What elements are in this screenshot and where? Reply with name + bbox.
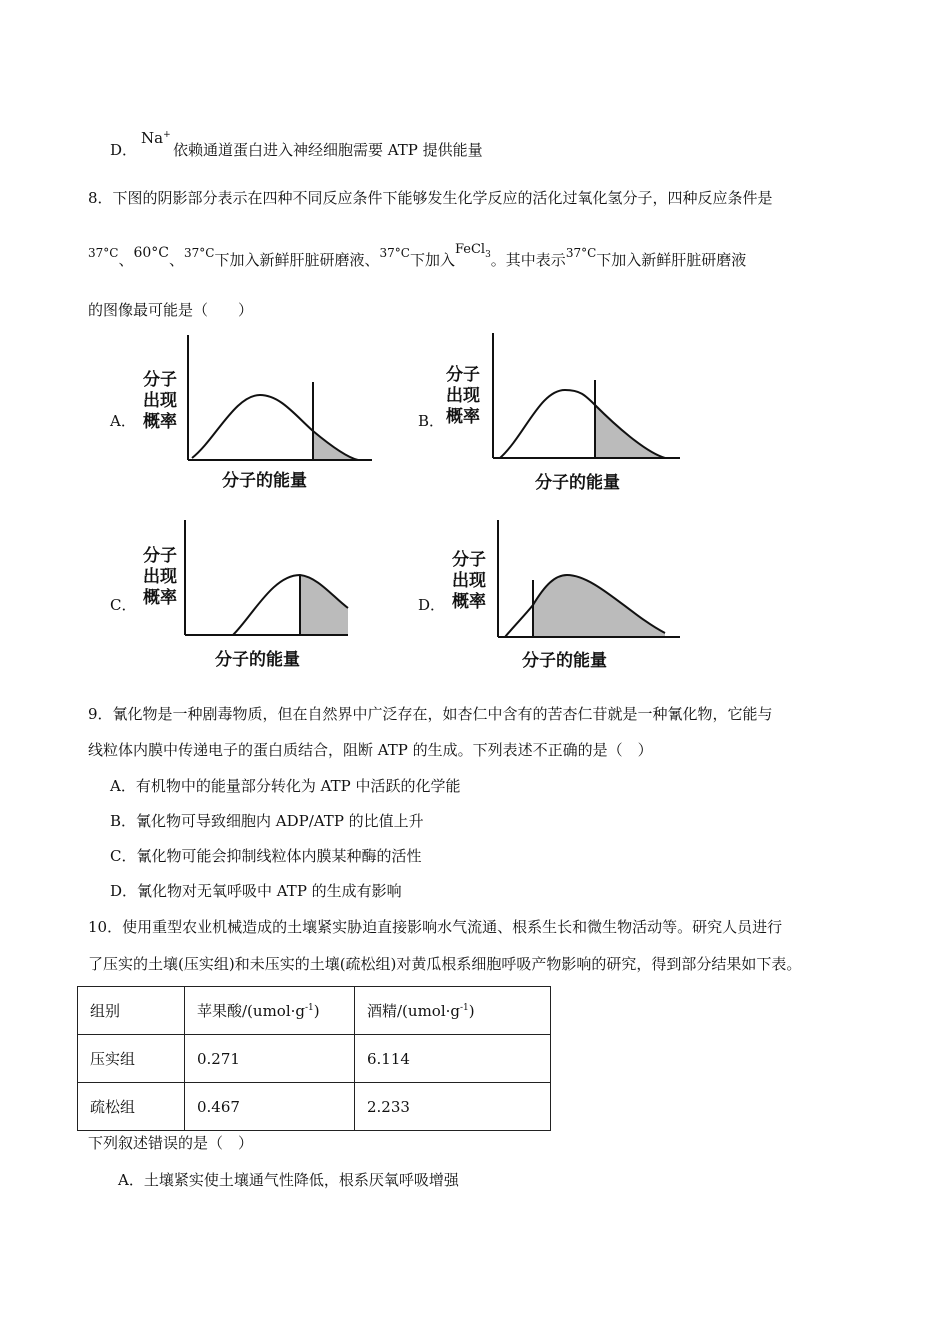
condition-37c: 37°C [565,246,597,260]
condition-37c: 37°C [379,246,410,260]
graph-d-option-label: D． [418,596,446,614]
graph-c-shaded-area [300,575,348,635]
ylabel-line: 分子 [446,365,480,385]
q8-text: 下加入新鲜肝脏研磨液 [596,251,747,269]
graph-c-xlabel: 分子的能量 [215,650,300,670]
option-letter: D． [110,141,138,159]
graph-b-plot [485,330,685,470]
ylabel-line: 分子 [143,546,177,566]
table-row [78,1035,551,1083]
q7-option-d-text: 依赖通道蛋白进入神经细胞需要 ATP 提供能量 [173,141,483,159]
header-cell [355,987,551,1035]
graph-d-ylabel [452,550,486,613]
table-cell: 6.114 [355,1035,551,1083]
graph-c-plot [178,515,358,640]
q8-text: 下加入 [409,251,455,269]
q9-option-b: B．氰化物可导致细胞内 ADP/ATP 的比值上升 [110,812,424,830]
graph-b-option-label: B． [418,412,445,430]
q8-stem-line2 [88,242,747,273]
separator: 、 [169,251,185,269]
q9-stem-line2: 线粒体内膜中传递电子的蛋白质结合，阻断 ATP 的生成。下列表述不正确的是（ ） [88,741,653,759]
sodium-ion [141,128,171,151]
graph-d-plot [490,515,690,645]
graph-b-shaded-area [595,405,665,458]
q10-option-a: A．土壤紧实使土壤通气性降低，根系厌氧呼吸增强 [118,1171,459,1189]
ylabel-line: 出现 [143,391,177,411]
ylabel-line: 分子 [452,550,486,570]
graph-a-plot [180,330,380,470]
q9-option-a: A．有机物中的能量部分转化为 ATP 中活跃的化学能 [110,777,461,795]
q8-text: 下加入新鲜肝脏研磨液、 [214,251,380,269]
table-row [78,1083,551,1131]
table-cell: 2.233 [355,1083,551,1131]
header-cell: 组别 [78,987,185,1035]
q10-question: 下列叙述错误的是（ ） [88,1134,254,1152]
ylabel-line: 概率 [143,412,177,432]
header-cell [185,987,355,1035]
ylabel-line: 概率 [143,588,177,608]
graph-d-xlabel: 分子的能量 [522,651,607,671]
graph-c-ylabel [143,546,177,609]
fecl3-symbol: FeCl [454,242,486,257]
header-sup: -1 [460,1003,469,1013]
na-symbol: Na [141,129,164,147]
fecl3-subscript: 3 [485,250,491,260]
graph-c-option-label: C． [110,596,137,614]
na-charge: + [163,130,171,140]
ylabel-line: 概率 [446,407,480,427]
fecl3 [454,242,491,260]
q9-stem-line1: 9．氰化物是一种剧毒物质，但在自然界中广泛存在，如杏仁中含有的苦杏仁苷就是一种氰化物，它能与 [88,705,773,723]
separator: 、 [118,251,134,269]
header-text: 苹果酸/(umol·g [197,1002,305,1020]
q8-stem-line1: 8．下图的阴影部分表示在四种不同反应条件下能够发生化学反应的活化过氧化氢分子，四种反应条件是 [88,189,773,207]
graph-d-shaded-area [533,575,665,637]
results-table [77,986,551,1131]
q10-stem-line1: 10．使用重型农业机械造成的土壤紧实胁迫直接影响水气流通、根系生长和微生物活动等。研究人员进行 [88,918,783,936]
condition-37c: 37°C [88,246,119,260]
table-cell: 疏松组 [78,1083,185,1131]
ylabel-line: 出现 [452,571,486,591]
q7-option-d [110,140,137,160]
q9-option-d: D．氰化物对无氧呼吸中 ATP 的生成有影响 [110,882,402,900]
graph-b-xlabel: 分子的能量 [535,473,620,493]
graph-a-ylabel [143,370,177,433]
graph-b-ylabel [446,365,480,428]
graph-a-xlabel: 分子的能量 [222,471,307,491]
table-cell: 0.271 [185,1035,355,1083]
header-text: 酒精/(umol·g [367,1002,460,1020]
ylabel-line: 分子 [143,370,177,390]
ylabel-line: 出现 [143,567,177,587]
q8-stem-line3: 的图像最可能是（ ） [88,301,254,319]
header-sup: -1 [305,1003,314,1013]
table-header-row [78,987,551,1035]
ylabel-line: 概率 [452,592,486,612]
table-cell: 0.467 [185,1083,355,1131]
table-cell: 压实组 [78,1035,185,1083]
q10-stem-line2: 了压实的土壤(压实组)和未压实的土壤(疏松组)对黄瓜根系细胞呼吸产物影响的研究，得到部分结果如下表。 [88,955,802,973]
header-close: ) [468,1002,475,1020]
header-close: ) [313,1002,320,1020]
graph-a-option-label: A． [110,412,136,430]
q8-text: 。其中表示 [490,251,566,269]
condition-37c: 37°C [184,246,215,260]
ylabel-line: 出现 [446,386,480,406]
condition-60c: 60°C [133,245,169,261]
q9-option-c: C．氰化物可能会抑制线粒体内膜某种酶的活性 [110,847,422,865]
